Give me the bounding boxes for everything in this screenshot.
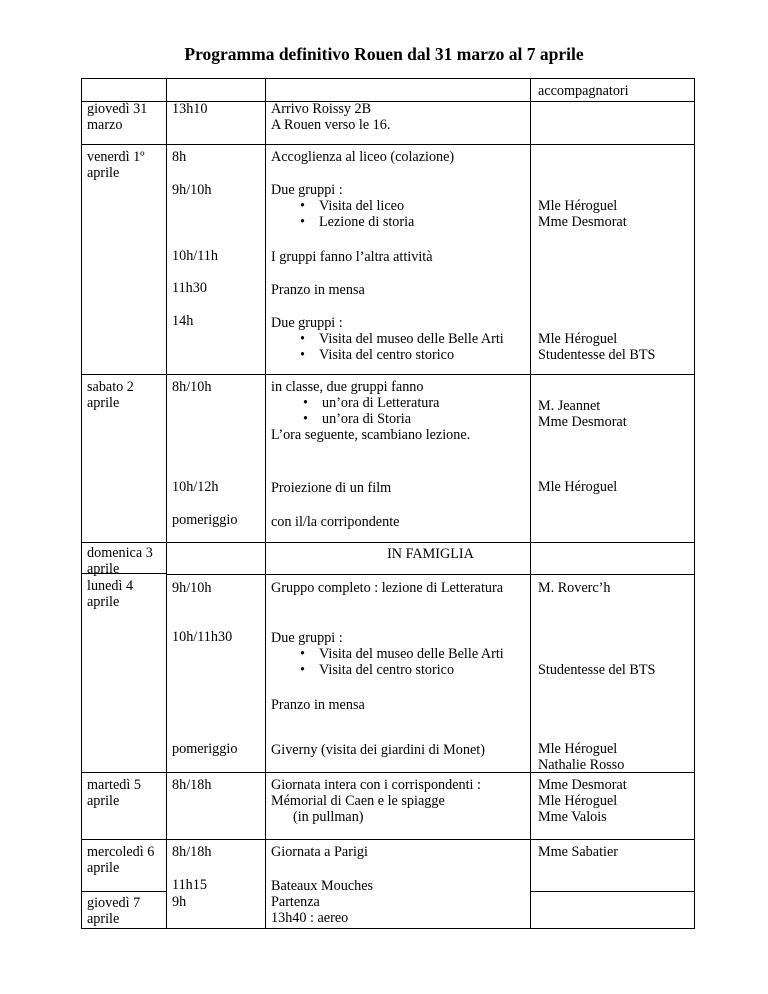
activity-text: Giornata a Parigi <box>271 844 368 860</box>
row-divider <box>81 891 166 892</box>
row-divider <box>81 144 695 145</box>
activity-bullet: • Visita del museo delle Belle Arti <box>319 331 504 347</box>
activity-text: Partenza <box>271 894 320 910</box>
day-label: aprile <box>87 594 120 610</box>
row-divider <box>81 839 695 840</box>
row-divider <box>166 574 695 575</box>
activity-text: 13h40 : aereo <box>271 910 349 926</box>
activity-text: Giornata intera con i corrispondenti : <box>271 777 481 793</box>
activity-text: Due gruppi : <box>271 315 343 331</box>
day-label: giovedì 31 <box>87 101 148 117</box>
accompagnatore: Mme Desmorat <box>538 414 627 430</box>
day-label: marzo <box>87 117 123 133</box>
activity-text: Pranzo in mensa <box>271 697 365 713</box>
in-famiglia-label: IN FAMIGLIA <box>387 546 474 562</box>
day-label: martedì 5 <box>87 777 141 793</box>
activity-bullet: • Visita del liceo <box>319 198 404 214</box>
activity-text: Due gruppi : <box>271 630 343 646</box>
column-divider-activity <box>530 78 531 929</box>
accompagnatore: Mle Héroguel <box>538 198 618 214</box>
activity-text: Accoglienza al liceo (colazione) <box>271 149 455 165</box>
day-label: giovedì 7 <box>87 895 141 911</box>
accompagnatore: Mme Desmorat <box>538 777 627 793</box>
activity-bullet: • Lezione di storia <box>319 214 414 230</box>
activity-text: in classe, due gruppi fanno <box>271 379 424 395</box>
time-label: 10h/11h <box>172 248 218 264</box>
time-label: 9h <box>172 894 187 910</box>
accompagnatore: Nathalie Rosso <box>538 757 625 773</box>
accompagnatore: Mle Héroguel <box>538 793 618 809</box>
time-label: 13h10 <box>172 101 208 117</box>
row-divider <box>530 891 695 892</box>
day-label: domenica 3 <box>87 545 153 561</box>
time-label: 10h/11h30 <box>172 629 233 645</box>
activity-text: L’ora seguente, scambiano lezione. <box>271 427 471 443</box>
day-label: aprile <box>87 561 120 577</box>
page-title: Programma definitivo Rouen dal 31 marzo al 7 aprile <box>184 44 584 64</box>
accompagnatore: Mme Desmorat <box>538 214 627 230</box>
accompagnatore: Mle Héroguel <box>538 479 618 495</box>
row-divider <box>81 542 695 543</box>
time-label: 8h/10h <box>172 379 212 395</box>
accompagnatore: Mle Héroguel <box>538 741 618 757</box>
activity-text: Pranzo in mensa <box>271 282 365 298</box>
activity-text: Mémorial di Caen e le spiagge <box>271 793 445 809</box>
time-label: 9h/10h <box>172 182 212 198</box>
activity-bullet: • Visita del centro storico <box>319 347 454 363</box>
accompagnatore: Studentesse del BTS <box>538 662 656 678</box>
activity-text: I gruppi fanno l’altra attività <box>271 249 433 265</box>
time-label: pomeriggio <box>172 741 238 757</box>
day-label: aprile <box>87 860 120 876</box>
accompagnatore: Mme Valois <box>538 809 607 825</box>
time-label: 8h/18h <box>172 777 212 793</box>
time-label: 8h/18h <box>172 844 212 860</box>
accompagnatore: Mle Héroguel <box>538 331 618 347</box>
activity-text: Due gruppi : <box>271 182 343 198</box>
activity-text: Arrivo Roissy 2B <box>271 101 372 117</box>
activity-text: Bateaux Mouches <box>271 878 374 894</box>
header-accompagnatori: accompagnatori <box>538 83 629 99</box>
accompagnatore: M. Jeannet <box>538 398 601 414</box>
accompagnatore: Studentesse del BTS <box>538 347 656 363</box>
activity-bullet: • Visita del museo delle Belle Arti <box>319 646 504 662</box>
day-label: aprile <box>87 911 120 927</box>
activity-text: Giverny (visita dei giardini di Monet) <box>271 742 485 758</box>
day-label: aprile <box>87 165 120 181</box>
column-divider-day <box>166 78 167 929</box>
day-label: venerdì 1º <box>87 149 145 165</box>
day-label: lunedì 4 <box>87 578 134 594</box>
day-label: aprile <box>87 395 120 411</box>
day-label: sabato 2 <box>87 379 134 395</box>
accompagnatore: M. Roverc’h <box>538 580 611 596</box>
activity-text: Gruppo completo : lezione di Letteratura <box>271 580 504 596</box>
day-label: aprile <box>87 793 120 809</box>
time-label: pomeriggio <box>172 512 238 528</box>
accompagnatore: Mme Sabatier <box>538 844 618 860</box>
time-label: 11h15 <box>172 877 207 893</box>
time-label: 10h/12h <box>172 479 219 495</box>
time-label: 8h <box>172 149 187 165</box>
time-label: 9h/10h <box>172 580 212 596</box>
time-label: 14h <box>172 313 194 329</box>
day-label: mercoledì 6 <box>87 844 155 860</box>
activity-text: Proiezione di un film <box>271 480 392 496</box>
activity-bullet: • Visita del centro storico <box>319 662 454 678</box>
activity-bullet: • un’ora di Letteratura <box>322 395 439 411</box>
column-divider-time <box>265 78 266 929</box>
activity-text: A Rouen verso le 16. <box>271 117 391 133</box>
activity-text: (in pullman) <box>293 809 364 825</box>
activity-bullet: • un’ora di Storia <box>322 411 411 427</box>
time-label: 11h30 <box>172 280 207 296</box>
activity-text: con il/la corripondente <box>271 514 400 530</box>
row-divider <box>81 374 695 375</box>
